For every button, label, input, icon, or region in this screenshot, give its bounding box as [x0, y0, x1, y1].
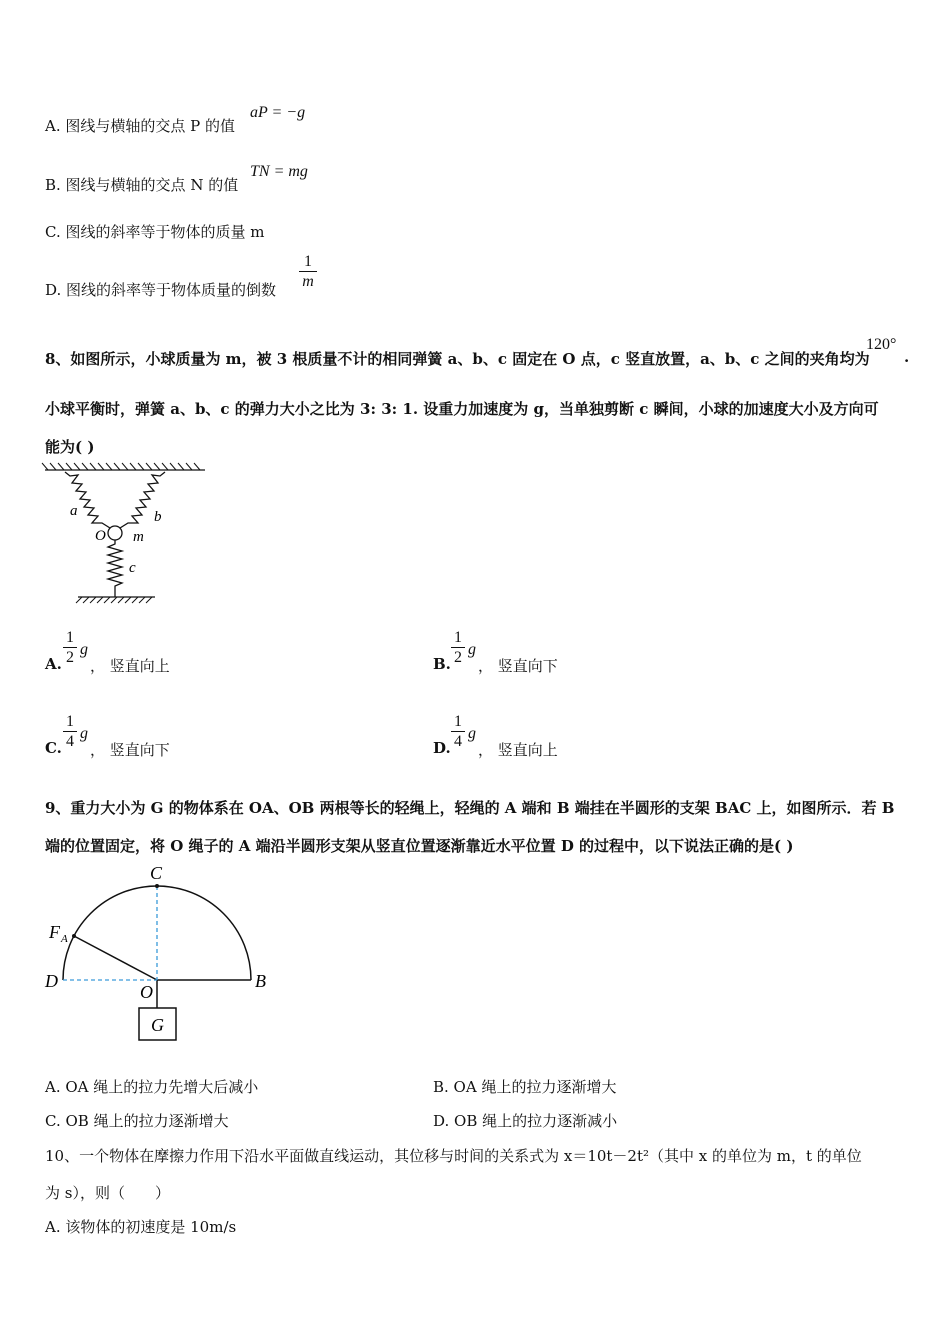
fraction-numerator: 1: [66, 629, 74, 646]
q8-option-c-text: ， 竖直向下: [90, 741, 170, 759]
q7-option-a-text: A. 图线与横轴的交点 P 的值: [45, 117, 235, 135]
q7-option-b-formula: TN = mg: [250, 163, 308, 180]
q8-stem-line2: 小球平衡时，弹簧 a、b、c 的弹力大小之比为 3: 3: 1. 设重力加速度为 g，当单独剪断 c 瞬间，小球的加速度大小及方向可: [45, 400, 879, 418]
q8-option-d-text: ， 竖直向上: [478, 741, 558, 759]
fraction-numerator: 1: [454, 713, 462, 730]
q8-option-b-fraction: [451, 629, 465, 666]
q7-option-b-text: B. 图线与横轴的交点 N 的值: [45, 176, 239, 194]
ceiling-hatch: [106, 463, 112, 470]
ceiling-hatch: [82, 463, 88, 470]
q9-option-d: D. OB 绳上的拉力逐渐减小: [433, 1112, 618, 1130]
ceiling-hatch: [42, 463, 48, 470]
q8-stem-line1-end: .: [904, 348, 910, 366]
q8-option-d-fraction: [451, 713, 465, 750]
point-label-a-subscript: A: [61, 933, 68, 945]
spring-label-c: c: [129, 560, 136, 576]
q7-option-a: [45, 115, 235, 136]
point-label-f: F: [49, 922, 60, 942]
floor-hatch: [111, 597, 117, 603]
ceiling-hatch: [146, 463, 152, 470]
ceiling-hatch: [98, 463, 104, 470]
fraction-numerator: 1: [304, 253, 312, 270]
floor-hatch: [139, 597, 145, 603]
q10-stem-line1: 10、一个物体在摩擦力作用下沿水平面做直线运动，其位移与时间的关系式为 x＝10t－2t²（其中 x 的单位为 m，t 的单位: [45, 1147, 862, 1165]
floor-hatch: [76, 597, 82, 603]
q9-stem-line1: 9、重力大小为 G 的物体系在 OA、OB 两根等长的轻绳上，轻绳的 A 端和 B 端挂在半圆形的支架 BAC 上，如图所示．若 B: [45, 799, 895, 817]
ceiling-hatch: [58, 463, 64, 470]
q8-option-a-letter: A.: [45, 655, 62, 673]
q8-option-d-var: g: [468, 725, 476, 742]
weight-label-g: G: [151, 1015, 164, 1035]
q7-option-d: D. 图线的斜率等于物体质量的倒数: [45, 281, 277, 299]
q8-option-c-letter: C.: [45, 739, 62, 757]
fraction-denominator: 2: [454, 649, 462, 666]
floor-hatch: [97, 597, 103, 603]
q9-option-a: A. OA 绳上的拉力先增大后减小: [45, 1078, 259, 1096]
floor-hatch: [104, 597, 110, 603]
spring-label-a: a: [70, 503, 78, 519]
ceiling-hatch: [130, 463, 136, 470]
ceiling-hatch: [138, 463, 144, 470]
q8-option-d-letter: D.: [433, 739, 451, 757]
floor-hatch: [132, 597, 138, 603]
q8-spring-figure: [40, 458, 210, 608]
q10-option-a: A. 该物体的初速度是 10m/s: [45, 1218, 237, 1236]
point-label-c: C: [150, 863, 163, 883]
fraction-denominator: 4: [66, 733, 74, 750]
q8-option-c-fraction: [63, 713, 77, 750]
point-label-d: D: [45, 971, 58, 991]
ceiling-hatch: [178, 463, 184, 470]
q8-option-a-text: ， 竖直向上: [90, 657, 170, 675]
ceiling-hatch: [90, 463, 96, 470]
q7-option-c: C. 图线的斜率等于物体的质量 m: [45, 223, 265, 241]
point-label-o: O: [95, 528, 106, 544]
q9-semicircle-figure: [40, 862, 280, 1047]
q8-stem-line3: 能为( ): [45, 438, 95, 456]
ceiling-hatch: [154, 463, 160, 470]
point-label-b: B: [255, 971, 266, 991]
q10-stem-line2: 为 s），则（ ）: [45, 1184, 170, 1202]
ceiling-hatch: [122, 463, 128, 470]
q8-option-b-var: g: [468, 641, 476, 658]
floor-hatch: [146, 597, 152, 603]
ceiling-hatch: [194, 463, 200, 470]
q7-option-a-formula: aP = −g: [250, 104, 306, 121]
mass-label-m: m: [133, 529, 144, 545]
ceiling-hatch: [186, 463, 192, 470]
fraction-denominator: 4: [454, 733, 462, 750]
fraction-numerator: 1: [454, 629, 462, 646]
floor-hatch: [90, 597, 96, 603]
q8-option-b-letter: B.: [433, 655, 451, 673]
spring-label-b: b: [154, 509, 162, 525]
ceiling-hatch: [114, 463, 120, 470]
q8-angle: 120°: [866, 336, 897, 353]
floor-hatch: [83, 597, 89, 603]
q9-option-c: C. OB 绳上的拉力逐渐增大: [45, 1112, 229, 1130]
ceiling-hatch: [74, 463, 80, 470]
floor-hatch: [125, 597, 131, 603]
fraction-denominator: 2: [66, 649, 74, 666]
ceiling-hatch: [50, 463, 56, 470]
q8-stem-line1: 8、如图所示，小球质量为 m，被 3 根质量不计的相同弹簧 a、b、c 固定在 O 点，c 竖直放置，a、b、c 之间的夹角均为: [45, 350, 870, 368]
q8-option-b-text: ， 竖直向下: [478, 657, 558, 675]
fraction-numerator: 1: [66, 713, 74, 730]
q7-option-b: [45, 174, 238, 195]
q8-option-a-fraction: [63, 629, 77, 666]
floor-hatch: [118, 597, 124, 603]
q9-option-b: B. OA 绳上的拉力逐渐增大: [433, 1078, 617, 1096]
point-label-o: O: [140, 982, 153, 1002]
ceiling-hatch: [162, 463, 168, 470]
fraction-denominator: m: [302, 273, 314, 290]
ceiling-hatch: [170, 463, 176, 470]
q8-option-a-var: g: [80, 641, 88, 658]
ceiling-hatch: [66, 463, 72, 470]
q9-stem-line2: 端的位置固定，将 O 绳子的 A 端沿半圆形支架从竖直位置逐渐靠近水平位置 D 的过程中，以下说法正确的是( ): [45, 837, 794, 855]
q8-option-c-var: g: [80, 725, 88, 742]
q7-option-d-fraction: [299, 253, 317, 290]
